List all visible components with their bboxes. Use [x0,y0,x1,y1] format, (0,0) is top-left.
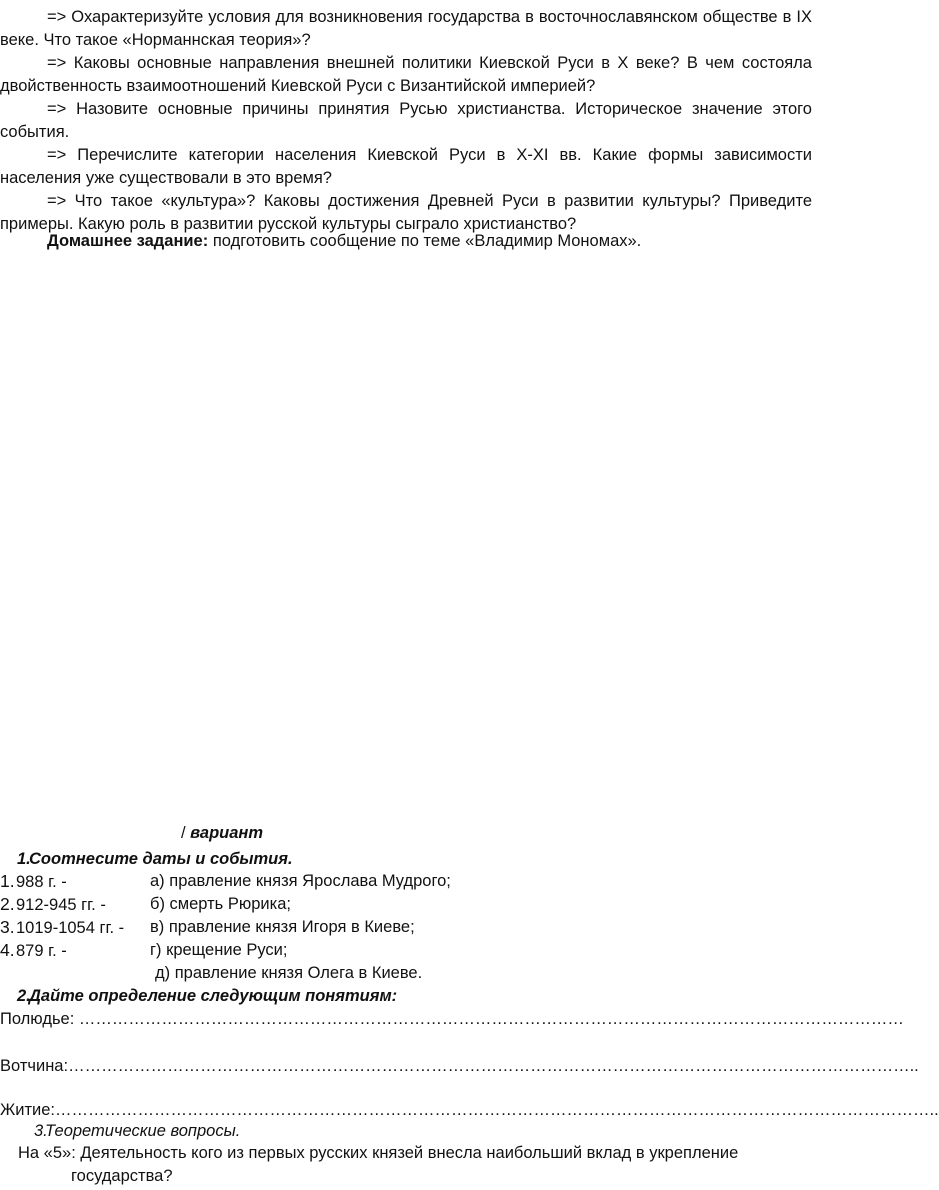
task3-heading [34,1120,240,1143]
variant-prefix: / [181,824,191,842]
question-3: => Назовите основные причины принятия Русью христианства. Историческое значение этого события. [0,100,812,141]
event-item: д) правление князя Олега в Киеве. [155,964,423,982]
task3-title: Теоретические вопросы. [45,1122,241,1140]
date-number: 1. [0,871,15,891]
task3-number: 3. [34,1122,48,1140]
task1-number: 1. [17,850,31,868]
term-zhitie: Житие:…………………………………………………………………………………………………………………………………………….. [0,1101,939,1119]
event-item: в) правление князя Игоря в Киеве; [150,918,415,936]
homework-label: Домашнее задание: [47,232,209,250]
question-5: => Что такое «культура»? Каковы достижения Древней Руси в развитии культуры? Приведите примеры. Какую роль в развитии русской культуры сыграло христианство? [0,192,812,233]
q5-line1: На «5»: Деятельность кого из первых русских князей внесла наибольший вклад в укрепление [18,1144,739,1162]
date-number: 3. [0,917,15,937]
date-number: 2. [0,894,15,914]
date-item: 988 г. - [16,873,67,891]
event-item: г) крещение Руси; [150,941,288,959]
date-item: 879 г. - [16,942,67,960]
question-grade-5 [18,1142,778,1188]
homework [47,230,641,253]
event-item: а) правление князя Ярослава Мудрого; [150,872,451,890]
variant-word: вариант [190,824,264,842]
date-number: 4. [0,940,15,960]
task1-title: Соотнесите даты и события. [29,850,293,868]
date-item: 1019-1054 гг. - [16,919,125,937]
question-2: => Каковы основные направления внешней политики Киевской Руси в X веке? В чем состояла двойственность взаимоотношений Киевской Руси с Византийской империей? [0,54,812,95]
event-item: б) смерть Рюрика; [150,895,291,913]
q5-line2: государства? [71,1167,173,1185]
task1-heading [17,848,293,871]
homework-text: подготовить сообщение по теме «Владимир Мономах». [208,232,642,250]
question-4: => Перечислите категории населения Киевской Руси в X-XI вв. Какие формы зависимости населения уже существовали в это время? [0,146,812,187]
task2-number: 2. [17,987,31,1005]
question-1: => Охарактеризуйте условия для возникновения государства в восточнославянском обществе в IX веке. Что такое «Норманнская теория»? [0,8,812,49]
term-votchina: Вотчина:……………………………………………………………………………………………………………………………………….. [0,1057,919,1075]
task2-title: Дайте определение следующим понятиям: [29,987,398,1005]
task2-heading [17,985,397,1008]
date-item: 912-945 гг. - [16,896,106,914]
variant-heading [181,822,263,845]
term-polyudye: Полюдье: …………………………………………………………………………………………………………………………………… [0,1010,904,1028]
